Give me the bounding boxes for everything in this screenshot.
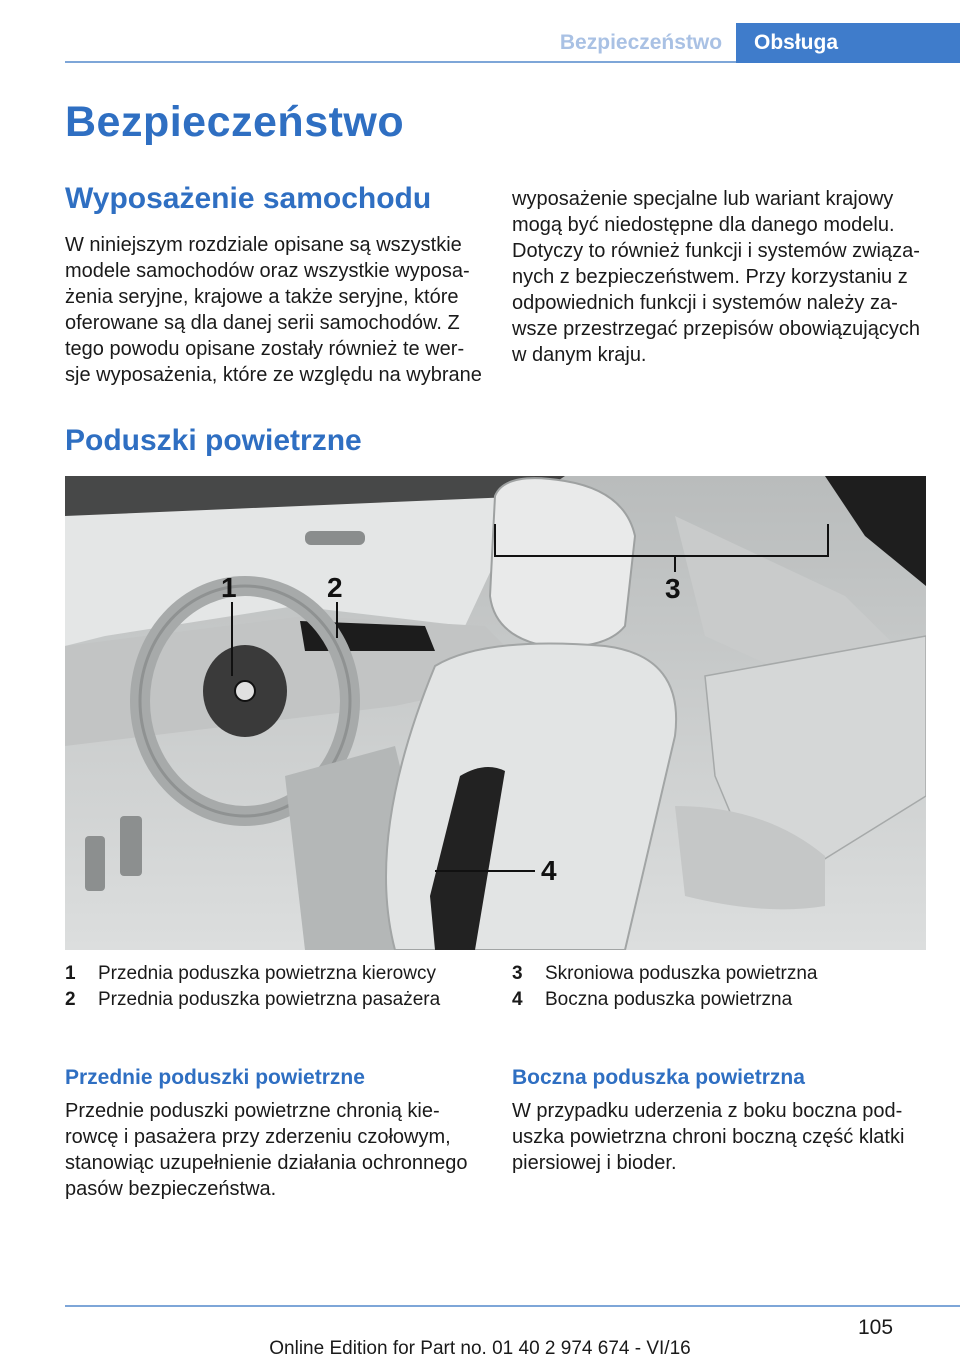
equipment-paragraph-right: wyposażenie specjalne lub wariant krajowy mogą być niedostępne dla danego modelu. Dotyczy to również funkcji i systemów związa- nych z bezpieczeństwem. Przy korzystaniu z odpowiednich funkcji i systemów należy za- wsze przestrzegać przepisów obowiązujących w danym kraju. (512, 188, 920, 366)
legend-text: Przednia poduszka powietrzna kierowcy (98, 963, 436, 984)
section-heading-equipment: Wyposażenie samochodu (65, 182, 432, 215)
figure-callout-3: 3 (665, 573, 681, 604)
figure-legend-left (65, 961, 485, 1013)
legend-number: 1 (65, 963, 76, 984)
figure-callout-1: 1 (221, 572, 237, 603)
figure-callout-2: 2 (327, 572, 343, 603)
figure-callout-4: 4 (541, 855, 557, 886)
side-airbag-text: W przypadku uderzenia z boku boczna pod- uszka powietrzna chroni boczną część klatki piersiowej i bioder. (512, 1100, 905, 1174)
page-title: Bezpieczeństwo (65, 98, 405, 146)
side-airbag-heading: Boczna poduszka powietrzna (512, 1066, 805, 1089)
figure-legend-right (512, 961, 932, 1013)
airbag-figure (65, 476, 926, 950)
legend-item (512, 961, 932, 987)
section-heading-airbags: Poduszki powietrzne (65, 424, 362, 457)
legend-text: Przednia poduszka powietrzna pasażera (98, 989, 441, 1010)
legend-number: 4 (512, 989, 523, 1010)
car-interior-illustration (65, 476, 926, 950)
page-number: 105 (858, 1316, 894, 1339)
front-airbags-heading: Przednie poduszki powietrzne (65, 1066, 365, 1089)
legend-number: 2 (65, 989, 76, 1010)
footer-edition: Online Edition for Part no. 01 40 2 974 674 - VI/16 (269, 1338, 691, 1359)
legend-text: Skroniowa poduszka powietrzna (545, 963, 818, 984)
front-airbags-text: Przednie poduszki powietrzne chronią kie- rowcę i pasażera przy zderzeniu czołowym, stanowiąc uzupełnienie działania ochronnego pasów bezpieczeństwa. (65, 1100, 468, 1200)
equipment-paragraph-left: W niniejszym rozdziale opisane są wszystkie modele samochodów oraz wszystkie wyposa- żenia seryjne, krajowe a także seryjne, które oferowane są dla danej serii samochodów. Z tego powodu opisane zostały również te wer- sje wyposażenia, które ze względu na wybrane (65, 234, 482, 386)
header-tab-section[interactable]: Bezpieczeństwo (559, 31, 723, 54)
legend-item (65, 987, 485, 1013)
header-tab-chapter[interactable]: Obsługa (736, 23, 960, 63)
legend-number: 3 (512, 963, 523, 984)
footer-rule (65, 1305, 960, 1307)
legend-item (512, 987, 932, 1013)
legend-item (65, 961, 485, 987)
legend-text: Boczna poduszka powietrzna (545, 989, 793, 1010)
